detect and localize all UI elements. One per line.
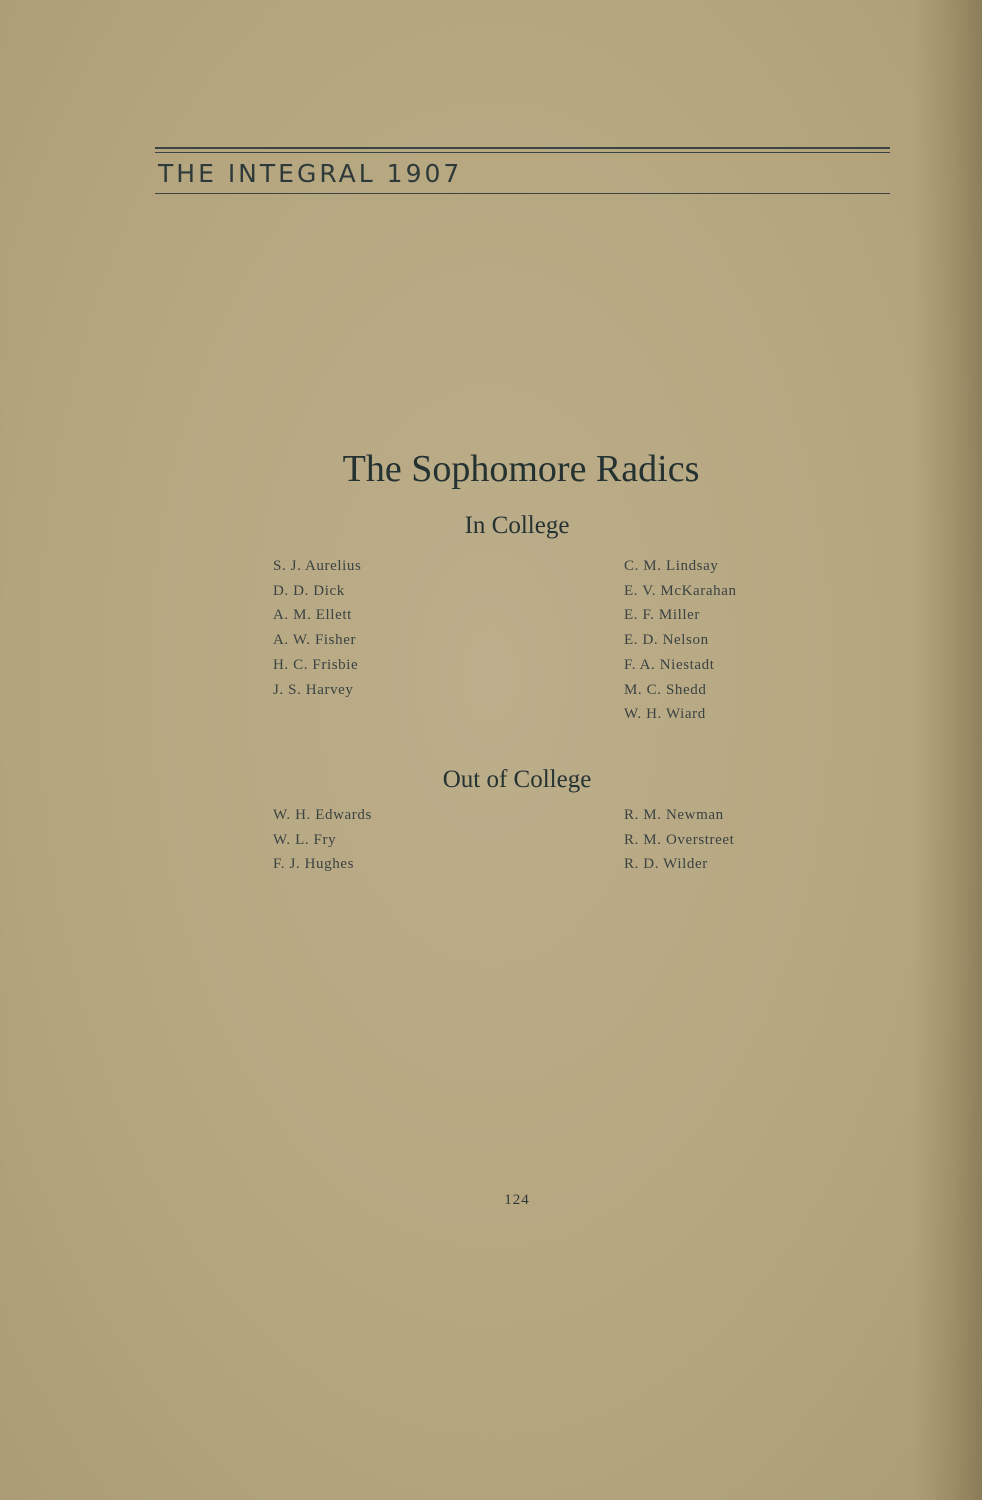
header-title: THE INTEGRAL 1907	[158, 159, 463, 188]
member-name: E. F. Miller	[624, 607, 700, 624]
member-name: R. M. Newman	[624, 807, 724, 823]
member-name: F. A. Niestadt	[624, 656, 715, 673]
member-name: A. W. Fisher	[273, 632, 357, 649]
member-name: W. H. Edwards	[273, 807, 372, 823]
member-name: H. C. Frisbie	[273, 656, 359, 673]
header-rule-top-thin	[155, 152, 890, 153]
member-name: R. D. Wilder	[624, 856, 708, 873]
member-name: S. J. Aurelius	[273, 558, 362, 574]
running-header	[155, 145, 890, 197]
out-of-college-right-list	[624, 803, 734, 877]
member-name: R. M. Overstreet	[624, 831, 735, 848]
member-name: W. H. Wiard	[624, 706, 706, 723]
out-of-college-left-list	[273, 803, 372, 877]
member-name: C. M. Lindsay	[624, 558, 719, 574]
member-name: E. V. McKarahan	[624, 582, 737, 599]
in-college-right-list	[624, 554, 737, 727]
member-name: W. L. Fry	[273, 831, 337, 848]
member-name: J. S. Harvey	[273, 681, 354, 698]
in-college-left-list	[273, 554, 361, 702]
page-title: The Sophomore Radics	[342, 448, 700, 490]
member-name: A. M. Ellett	[273, 607, 352, 624]
header-rule-bottom	[155, 193, 890, 194]
member-name: E. D. Nelson	[624, 632, 709, 649]
header-rule-top	[155, 147, 890, 149]
out-of-college-heading: Out of College	[442, 766, 592, 793]
member-name: D. D. Dick	[273, 582, 345, 599]
member-name: F. J. Hughes	[273, 856, 355, 873]
in-college-heading: In College	[464, 512, 570, 539]
page-number: 124	[504, 1192, 530, 1208]
member-name: M. C. Shedd	[624, 681, 707, 698]
